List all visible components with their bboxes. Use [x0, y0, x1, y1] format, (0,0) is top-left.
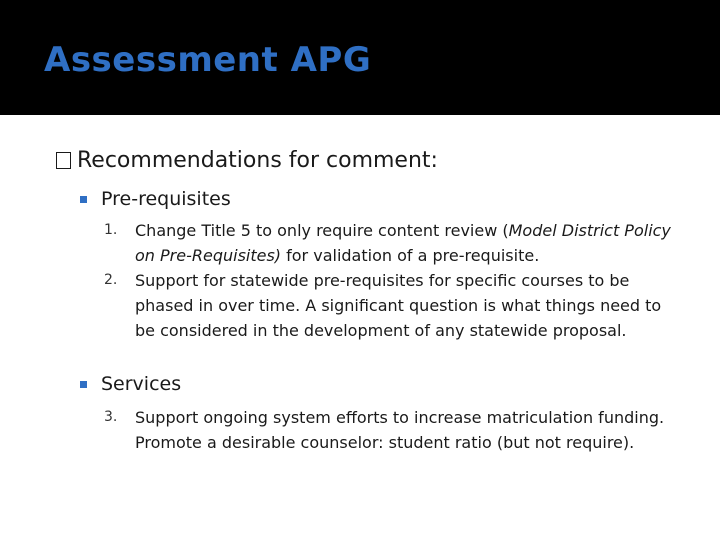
list-text: Support for statewide pre-requisites for specific courses to be phased in over time. A significant question is what things need to be considered in the development of any statewide proposal.: [135, 271, 662, 340]
section-pre-requisites: [80, 188, 231, 210]
slide-title: Assessment APG: [44, 40, 372, 80]
title-divider: [0, 112, 720, 115]
list-text-italic: Model District Policy on Pre-Requisites): [135, 221, 671, 265]
section-label: Services: [101, 373, 182, 395]
title-band: [0, 0, 720, 112]
list-item-2: [104, 268, 684, 343]
hollow-square-icon: [56, 152, 71, 169]
heading-text: Recommendations for comment:: [77, 148, 438, 173]
list-item-1: [104, 218, 684, 268]
list-text-after: for validation of a pre-requisite.: [281, 246, 540, 265]
heading-recommendations: [56, 148, 438, 173]
filled-square-bullet-icon: [80, 381, 87, 388]
list-text: [135, 218, 684, 268]
list-text: Support ongoing system efforts to increase matriculation funding. Promote a desirable counselor: student ratio (but not require).: [135, 408, 665, 452]
list-number: 3.: [104, 409, 118, 425]
section-label: Pre-requisites: [101, 188, 231, 210]
list-number: 2.: [104, 272, 118, 288]
section-services: [80, 373, 181, 395]
list-item-3: [104, 405, 684, 455]
list-text-before: Change Title 5 to only require content review (: [135, 221, 509, 240]
list-number: 1.: [104, 222, 118, 238]
filled-square-bullet-icon: [80, 196, 87, 203]
